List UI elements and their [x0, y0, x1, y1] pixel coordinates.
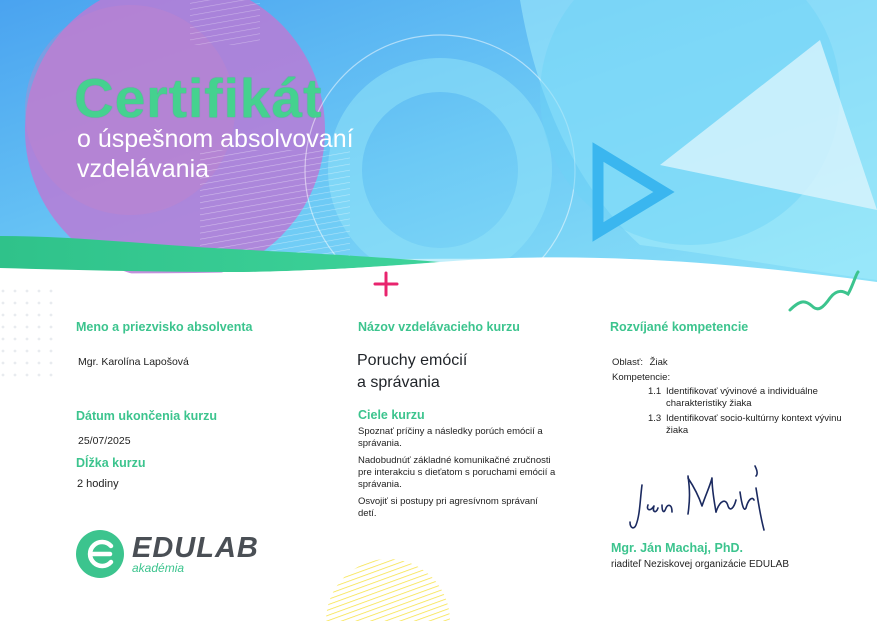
subtitle-line-1: o úspešnom absolvovaní: [77, 125, 354, 153]
course-goals-label: Ciele kurzu: [358, 408, 425, 422]
competences-sublabel: Kompetencie:: [612, 372, 671, 383]
course-length-label: Dĺžka kurzu: [76, 456, 146, 470]
course-name: [357, 350, 467, 394]
competence-number: 1.1: [648, 386, 662, 397]
edulab-logo-subtitle: akadémia: [132, 561, 185, 575]
certificate-title: Certifikát: [74, 67, 323, 129]
course-goal-item: Osvojiť si postupy pri agresívnom správaní detí.: [358, 496, 538, 519]
course-name-label: Názov vzdelávacieho kurzu: [358, 320, 520, 334]
area-value: Žiak: [649, 357, 668, 368]
area-row: [612, 357, 668, 369]
course-name-line-1: Poruchy emócií: [357, 352, 468, 369]
course-goal-item: Nadobudnúť základné komunikačné zručnosti pre interakciu s dieťatom s poruchami emócií a správania.: [358, 455, 556, 490]
completion-date-label: Dátum ukončenia kurzu: [76, 409, 217, 423]
competence-text: Identifikovať vývinové a individuálne charakteristiky žiaka: [666, 386, 818, 409]
area-label: Oblasť:: [612, 357, 644, 368]
competence-text: Identifikovať socio-kultúrny kontext vývinu žiaka: [666, 413, 842, 436]
completion-date-value: 25/07/2025: [78, 435, 131, 447]
edulab-logo-text: EDULAB: [132, 532, 259, 564]
competence-number: 1.3: [648, 413, 662, 424]
course-name-line-2: a správania: [357, 374, 440, 391]
competences-label: Rozvíjané kompetencie: [610, 320, 749, 334]
graduate-name-label: Meno a priezvisko absolventa: [76, 320, 253, 334]
signatory-name: Mgr. Ján Machaj, PhD.: [611, 541, 743, 555]
course-length-value: 2 hodiny: [77, 478, 119, 490]
course-goal-item: Spoznať príčiny a následky porúch emócií a správania.: [358, 426, 543, 449]
course-goals-list: [358, 426, 558, 525]
graduate-name-value: Mgr. Karolína Lapošová: [78, 356, 189, 368]
signatory-role: riaditeľ Neziskovej organizácie EDULAB: [611, 559, 789, 570]
subtitle-line-2: vzdelávania: [77, 155, 210, 183]
certificate-subtitle: [77, 124, 417, 184]
